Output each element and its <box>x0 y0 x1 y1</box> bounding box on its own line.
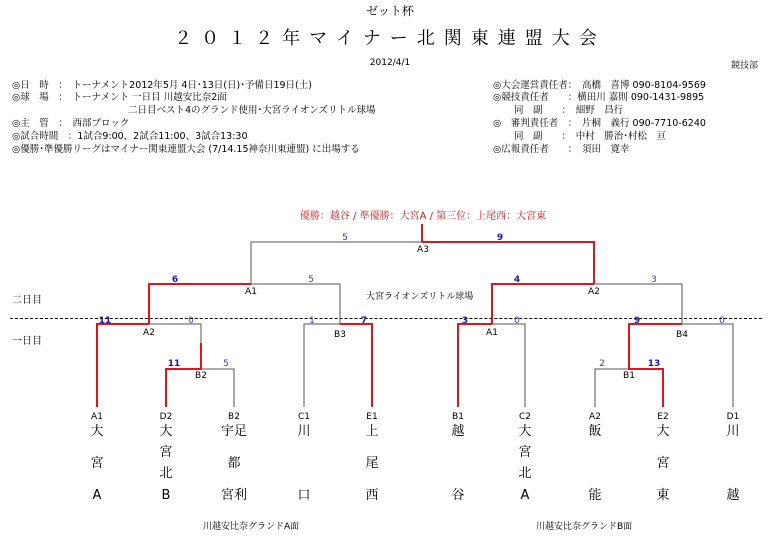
score-a2-left: 11 <box>98 316 112 326</box>
team-code-b1: B1 <box>452 412 464 422</box>
team-name-c2-4: A <box>520 488 530 503</box>
team-name-e1-2: 尾 <box>365 456 379 471</box>
score-final-left: 5 <box>342 233 348 243</box>
score-a1-left: 3 <box>461 316 469 326</box>
team-code-c2: C2 <box>518 412 531 422</box>
team-name-b2-1: 宇足 <box>220 424 247 439</box>
team-name-c1-3: 口 <box>297 488 311 503</box>
team-code-e1: E1 <box>366 412 378 422</box>
results-summary: 優勝：越谷 / 準優勝：大宮A / 第三位：上尾西：大宮東 <box>299 211 547 222</box>
info-game-times: ◎試合時間 ：1試合9:00、2試合11:00、3試合13:30 <box>12 131 248 142</box>
team-name-e2-1: 大 <box>656 424 670 439</box>
team-name-c1-1: 川 <box>297 424 311 439</box>
team-name-c2-3: 北 <box>518 466 532 481</box>
team-name-d1-3: 越 <box>726 488 740 503</box>
node-b1: B1 <box>623 371 635 381</box>
score-sf1-right: 5 <box>308 275 314 285</box>
team-name-b2-3: 宮利 <box>220 488 247 503</box>
team-name-a1-1: 大 <box>90 424 104 439</box>
team-name-b2-2: 都 <box>227 456 241 471</box>
team-code-a1: A1 <box>91 412 103 422</box>
score-final-right: 9 <box>496 233 504 243</box>
score-b3-left: 1 <box>309 316 315 326</box>
info-venue-day2: 二日目ベスト4のグランド使用･大宮ライオンズリトル球場 <box>128 105 376 116</box>
team-name-b1-3: 谷 <box>451 488 465 503</box>
score-b4-right: 0 <box>719 316 725 326</box>
team-code-b2: B2 <box>228 412 240 422</box>
node-a1-day2: A1 <box>245 287 257 297</box>
team-name-b1-1: 越 <box>451 424 465 439</box>
team-code-c1: C1 <box>297 412 310 422</box>
score-b2-left: 11 <box>167 359 181 369</box>
team-code-d2: D2 <box>159 412 173 422</box>
score-sf1-left: 6 <box>171 275 179 285</box>
day1-label: 一日目 <box>12 336 42 347</box>
info-umpire-deputy: 同 副 ： 中村 勝治･村松 亘 <box>514 131 667 142</box>
page-title: ２０１２年マイナー北関東連盟大会 <box>174 28 606 49</box>
score-a2-right: 0 <box>188 316 194 326</box>
node-b3: B3 <box>334 330 346 340</box>
day2-label: 二日目 <box>12 295 42 306</box>
ground-b-label: 川越安比奈グランドB面 <box>536 522 633 532</box>
team-name-e2-2: 宮 <box>656 456 670 471</box>
department-label: 競技部 <box>730 61 758 71</box>
document-date: 2012/4/1 <box>369 58 411 68</box>
team-name-a2-1: 飯 <box>588 424 602 439</box>
cup-name: ゼット杯 <box>366 4 414 18</box>
team-name-c2-2: 宮 <box>518 445 532 460</box>
info-organizer: ◎大会運営責任者： 高橋 喜博 090-8104-9569 <box>493 80 706 91</box>
team-name-d2-4: B <box>161 488 171 503</box>
info-umpire-lead: ◎ 審判責任者 ： 片桐 義行 090-7710-6240 <box>493 118 706 129</box>
node-a3-final: A3 <box>417 245 429 255</box>
ground-a-label: 川越安比奈グランドA面 <box>203 522 300 532</box>
score-b3-right: 7 <box>360 316 368 326</box>
team-name-e1-1: 上 <box>365 424 379 439</box>
info-pr-lead: ◎広報責任者 ： 須田 寛幸 <box>493 144 630 155</box>
team-code-a2: A2 <box>589 412 601 422</box>
info-datetime: ◎日 時 ： トーナメント2012年5月 4日･13日(日)･予備日19日(土) <box>12 80 312 91</box>
team-name-d2-2: 宮 <box>159 445 173 460</box>
info-host: ◎主 管 ： 西部ブロック <box>12 118 130 129</box>
score-b1-left: 2 <box>599 359 605 369</box>
team-name-d1-1: 川 <box>726 424 740 439</box>
team-name-e1-3: 西 <box>365 488 379 503</box>
info-venue: ◎球 場 ： トーナメント 一日目 川越安比奈2面 <box>12 92 227 103</box>
node-a2-day2: A2 <box>588 287 600 297</box>
team-code-d1: D1 <box>726 412 740 422</box>
score-b2-right: 5 <box>223 359 229 369</box>
team-name-a1-2: 宮 <box>90 456 104 471</box>
node-b4: B4 <box>676 330 688 340</box>
node-b2: B2 <box>195 371 207 381</box>
team-code-e2: E2 <box>657 412 669 422</box>
team-name-a1-3: A <box>92 488 102 503</box>
score-b4-left: 9 <box>633 316 641 326</box>
info-competition-deputy: 同 副 ： 細野 昌行 <box>514 105 624 116</box>
info-competition-lead: ◎競技責任者 ：横田川 嘉則 090-1431-9895 <box>493 92 705 103</box>
team-name-c2-1: 大 <box>518 424 532 439</box>
team-name-d2-1: 大 <box>159 424 173 439</box>
team-name-e2-3: 東 <box>656 488 670 503</box>
team-name-d2-3: 北 <box>159 466 173 481</box>
node-a1: A1 <box>486 328 498 338</box>
score-sf2-right: 3 <box>651 275 657 285</box>
score-sf2-left: 4 <box>513 275 521 285</box>
team-name-a2-3: 能 <box>588 488 602 503</box>
score-a1-right: 0 <box>514 316 520 326</box>
score-b1-right: 13 <box>647 359 661 369</box>
info-qualification: ◎優勝･準優勝リーグはマイナー関東連盟大会 (7/14.15神奈川東連盟) に出場する <box>12 144 360 155</box>
venue-day2: 大宮ライオンズリトル球場 <box>366 292 474 302</box>
node-a2: A2 <box>143 328 155 338</box>
